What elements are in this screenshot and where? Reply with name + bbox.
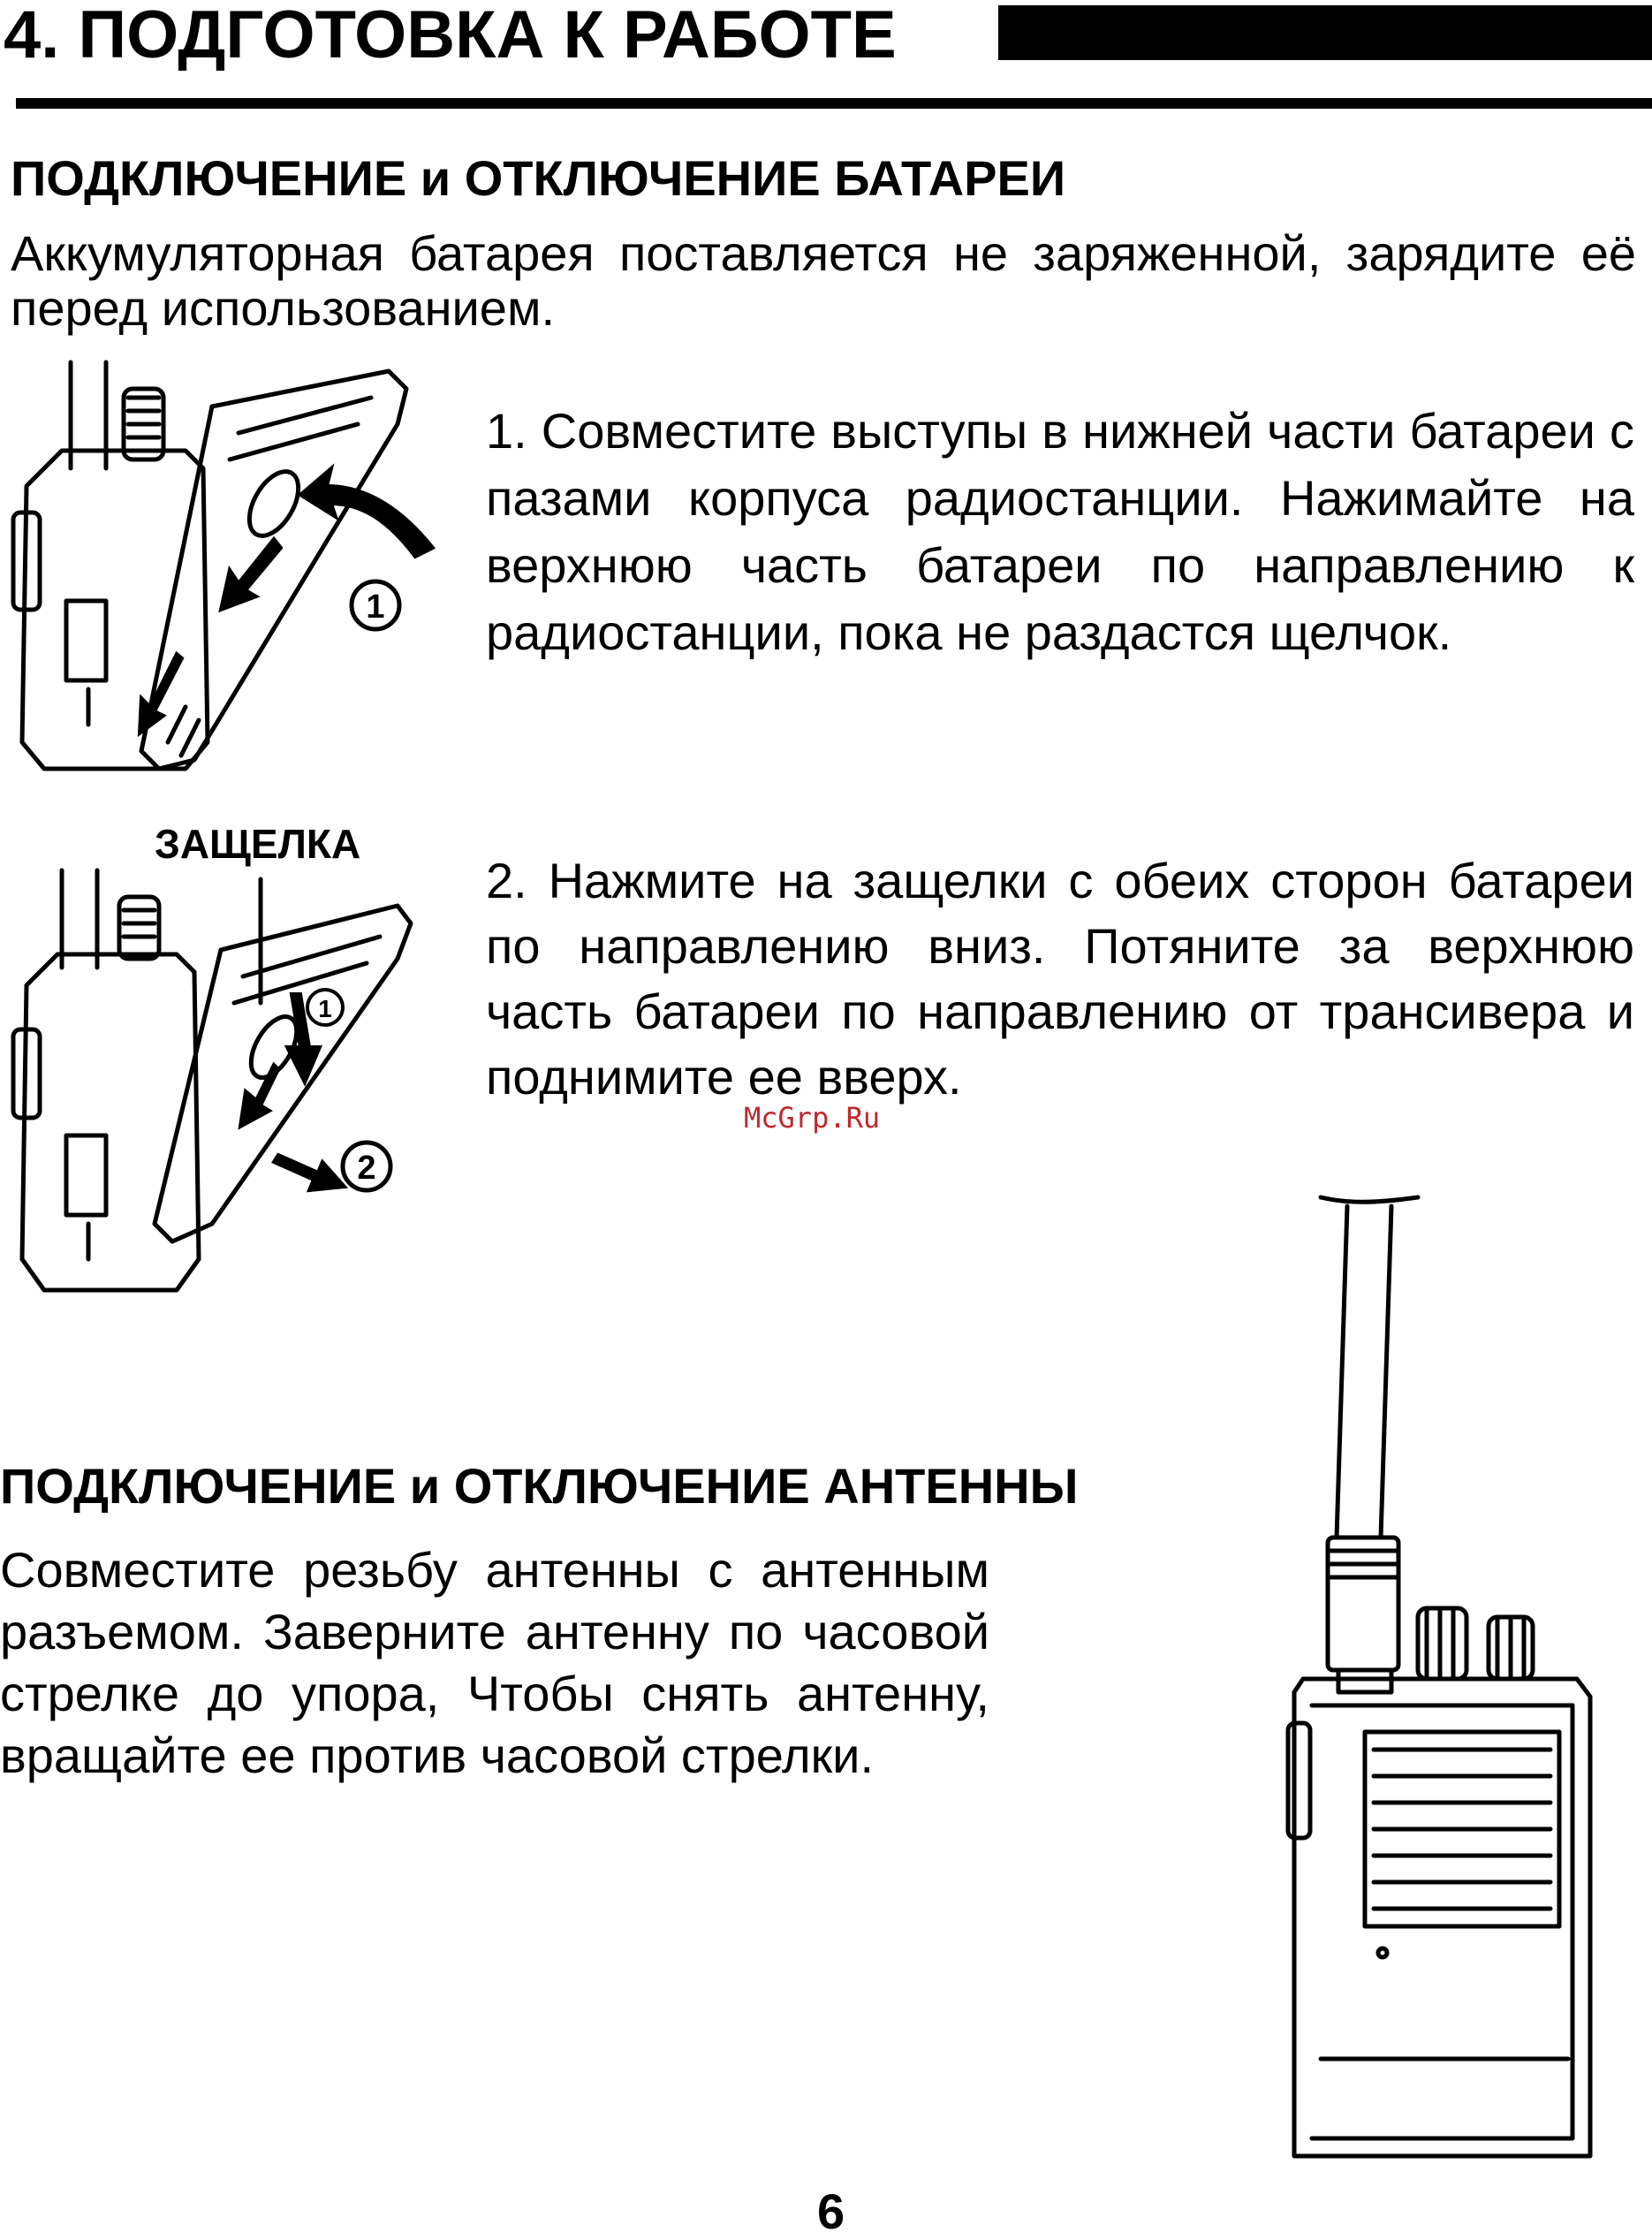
antenna-section-heading: ПОДКЛЮЧЕНИЕ и ОТКЛЮЧЕНИЕ АНТЕННЫ [0,1458,1079,1514]
figure2-callout-2: 2 [357,1150,376,1187]
header-rule [16,98,1652,109]
figure1-callout: 1 [366,588,385,626]
latch-label: ЗАЩЕЛКА [155,821,361,867]
watermark: McGrp.Ru [744,1101,881,1135]
figure2-callout-1: 1 [318,995,332,1022]
battery-step-1-text: 1. Совместите выступы в нижней части батареи с пазами корпуса радиостанции. Нажимайте на верхнюю часть батареи по направлению к радиостанции, пока не раздастся щелчок. [486,403,1634,660]
chapter-title: 4. ПОДГОТОВКА К РАБОТЕ [4,0,897,72]
antenna-instructions-text: Совместите резьбу антенны с антенным разъемом. Заверните антенну по часовой стрелке до упора, Чтобы снять антенну, вращайте ее против часовой стрелки. [0,1542,989,1783]
battery-section-heading: ПОДКЛЮЧЕНИЕ и ОТКЛЮЧЕНИЕ БАТАРЕИ [11,150,1066,206]
battery-step-2-text: 2. Нажмите на защелки с обеих сторон батареи по направлению вниз. Потяните за верхнюю часть батареи по направлению от трансивера и поднимите ее вверх. [486,853,1634,1105]
battery-attach-illustration [9,353,468,786]
battery-detach-illustration [9,870,468,1312]
header-bar [998,5,1652,60]
page-number: 6 [817,2183,845,2239]
battery-intro-text: Аккумуляторная батарея поставляется не заряженной, зарядите её перед использованием. [11,225,1636,336]
radio-antenna-illustration [1285,1193,1603,2165]
